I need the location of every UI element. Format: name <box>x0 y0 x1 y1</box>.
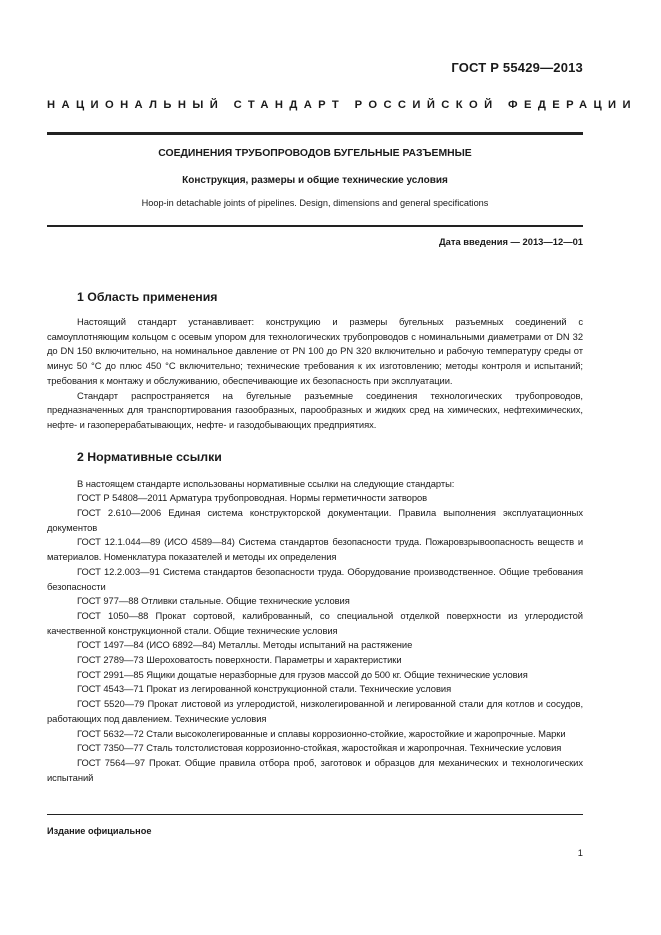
normative-reference: ГОСТ 7564—97 Прокат. Общие правила отбора проб, заготовок и образцов для механических и технологических испытаний <box>47 756 583 783</box>
document-page <box>47 0 637 935</box>
page-number: 1 <box>577 847 583 858</box>
normative-reference: ГОСТ 2991—85 Ящики дощатые неразборные для грузов массой до 500 кг. Общие технические условия <box>77 668 528 680</box>
section-2-intro: В настоящем стандарте использованы нормативные ссылки на следующие стандарты: <box>77 477 455 489</box>
normative-reference: ГОСТ 5632—72 Стали высоколегированные и сплавы коррозионно-стойкие, жаростойкие и жаропрочные. Марки <box>77 727 566 739</box>
normative-reference: ГОСТ Р 54808—2011 Арматура трубопроводная. Нормы герметичности затворов <box>77 492 428 504</box>
normative-reference: ГОСТ 977—88 Отливки стальные. Общие технические условия <box>77 595 350 607</box>
header-rule <box>47 132 583 135</box>
introduction-date: Дата введения — 2013—12—01 <box>438 236 583 247</box>
document-title-english: Hoop-in detachable joints of pipelines. Design, dimensions and general specifications <box>141 198 489 208</box>
normative-reference: ГОСТ 12.2.003—91 Система стандартов безопасности труда. Оборудование производственное. Общие требования безопасности <box>47 565 583 592</box>
document-title: СОЕДИНЕНИЯ ТРУБОПРОВОДОВ БУГЕЛЬНЫЕ РАЗЪЕМНЫЕ <box>158 148 472 159</box>
normative-references-list <box>47 491 583 785</box>
document-subtitle: Конструкция, размеры и общие технические условия <box>182 175 448 186</box>
normative-reference: ГОСТ 5520—79 Прокат листовой из углеродистой, низколегированной и легированной стали для котлов и сосудов, работающих под давлением. Технические условия <box>47 698 583 724</box>
standard-code: ГОСТ Р 55429—2013 <box>451 60 583 75</box>
normative-reference: ГОСТ 2789—73 Шероховатость поверхности. Параметры и характеристики <box>77 654 402 666</box>
normative-reference: ГОСТ 4543—71 Прокат из легированной конструкционной стали. Технические условия <box>77 683 452 695</box>
section-1-heading: 1 Область применения <box>77 290 218 304</box>
normative-reference: ГОСТ 1497—84 (ИСО 6892—84) Металлы. Методы испытаний на растяжение <box>77 639 413 651</box>
normative-reference: ГОСТ 1050—88 Прокат сортовой, калиброванный, со специальной отделкой поверхности из углеродистой качественной конструкционной стали. Общие технические условия <box>47 609 583 636</box>
normative-reference: ГОСТ 12.1.044—89 (ИСО 4589—84) Система стандартов безопасности труда. Пожаровзрывоопасность веществ и материалов. Номенклатура показателей и методы их определения <box>47 536 583 563</box>
normative-reference: ГОСТ 2.610—2006 Единая система конструкторской документации. Правила выполнения эксплуатационных документов <box>47 507 583 533</box>
national-standard-banner: НАЦИОНАЛЬНЫЙ СТАНДАРТ РОССИЙСКОЙ ФЕДЕРАЦИИ <box>47 99 637 111</box>
edition-note: Издание официальное <box>47 826 152 836</box>
normative-reference: ГОСТ 7350—77 Сталь толстолистовая коррозионно-стойкая, жаростойкая и жаропрочная. Технические условия <box>77 742 562 754</box>
section-1-paragraph: Настоящий стандарт устанавливает: конструкцию и размеры бугельных разъемных соединений с самоуплотняющим кольцом с осевым упором для технологических трубопроводов с номинальными диаметрами от DN 32 до DN 150 включительно, на номинальное давление от PN 100 до PN 320 включительно и рабочую температуру среды от минус 50 °С до плюс 450 °С включительно; технические требования к их изготовлению; методы контроля и испытаний; требования к монтажу и обслуживанию, обеспечивающие их безопасность при эксплуатации. <box>47 316 583 386</box>
section-1-paragraph: Стандарт распространяется на бугельные разъемные соединения технологических трубопроводов, предназначенных для транспортирования газообразных, парообразных и жидких сред на химических, нефтехимических, нефте- и газоперерабатывающих, нефте- и газодобывающих предприятиях. <box>47 389 583 430</box>
title-rule <box>47 225 583 227</box>
footer-rule <box>47 814 583 815</box>
section-2-heading: 2 Нормативные ссылки <box>77 449 222 464</box>
document-body <box>47 288 583 785</box>
